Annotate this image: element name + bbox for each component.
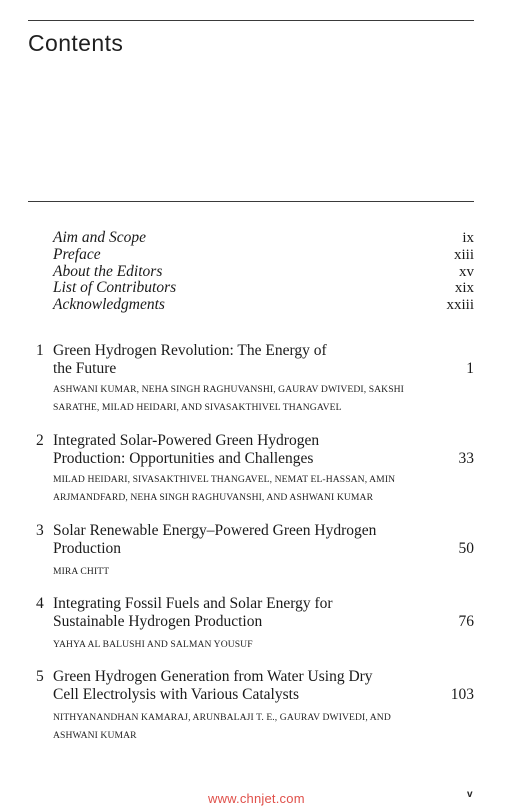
front-matter-title: Preface (53, 245, 101, 263)
chapter-number: 4 (36, 595, 44, 612)
chapter-number: 1 (36, 342, 44, 359)
chapter-entry[interactable] (36, 668, 474, 748)
front-matter-item[interactable] (53, 247, 474, 264)
chapter-authors: MILAD HEIDARI, SIVASAKTHIVEL THANGAVEL, NEMAT EL-HASSAN, AMIN ARJMANDFARD, NEHA SINGH RAGHUVANSHI, AND ASHWANI KUMAR (53, 474, 396, 503)
chapter-entry[interactable] (36, 342, 474, 422)
chapter-page: 50 (458, 540, 474, 557)
chapter-entry[interactable] (36, 595, 474, 655)
front-matter-title: Aim and Scope (53, 229, 146, 246)
front-matter-page: xiii (453, 246, 474, 263)
front-matter-item[interactable] (53, 297, 474, 314)
front-matter-page: xix (454, 280, 474, 297)
chapter-authors: MIRA CHITT (53, 566, 110, 577)
front-matter-title: Acknowledgments (53, 296, 165, 314)
chapter-number: 5 (36, 668, 44, 685)
front-matter-item[interactable] (53, 280, 474, 297)
front-matter-list (53, 230, 474, 314)
front-matter-page: xxiii (446, 297, 474, 314)
chapter-page: 1 (466, 360, 474, 377)
chapter-title: Green Hydrogen Revolution: The Energy of the Future (53, 342, 327, 377)
chapter-entry[interactable] (36, 432, 474, 512)
section-rule (28, 201, 474, 202)
front-matter-page: xv (459, 263, 474, 280)
chapter-entry[interactable] (36, 522, 474, 582)
page-title: Contents (28, 30, 124, 56)
front-matter-item[interactable] (53, 264, 474, 281)
front-matter-title: List of Contributors (53, 279, 177, 297)
front-matter-page: ix (462, 230, 474, 246)
page-number: v (467, 789, 473, 800)
chapter-title: Solar Renewable Energy–Powered Green Hydrogen Production (53, 522, 377, 557)
watermark-url: www.chnjet.com (208, 791, 305, 806)
chapter-authors: ASHWANI KUMAR, NEHA SINGH RAGHUVANSHI, GAURAV DWIVEDI, SAKSHI SARATHE, MILAD HEIDARI, AND SIVASAKTHIVEL THANGAVEL (53, 384, 404, 413)
chapter-number: 3 (36, 522, 44, 539)
chapter-authors: NITHYANANDHAN KAMARAJ, ARUNBALAJI T. E., GAURAV DWIVEDI, AND ASHWANI KUMAR (53, 712, 391, 741)
front-matter-item[interactable] (53, 230, 474, 247)
chapter-title: Integrated Solar-Powered Green Hydrogen Production: Opportunities and Challenges (53, 432, 320, 467)
chapter-page: 76 (458, 613, 474, 630)
chapter-authors: YAHYA AL BALUSHI AND SALMAN YOUSUF (53, 639, 253, 650)
chapter-title: Green Hydrogen Generation from Water Using Dry Cell Electrolysis with Various Catalysts (53, 668, 373, 703)
chapter-title: Integrating Fossil Fuels and Solar Energy for Sustainable Hydrogen Production (53, 595, 333, 630)
chapter-page: 103 (450, 686, 474, 703)
front-matter-title: About the Editors (53, 262, 163, 280)
top-rule (28, 20, 474, 21)
chapter-page: 33 (458, 450, 474, 467)
chapter-number: 2 (36, 432, 44, 449)
